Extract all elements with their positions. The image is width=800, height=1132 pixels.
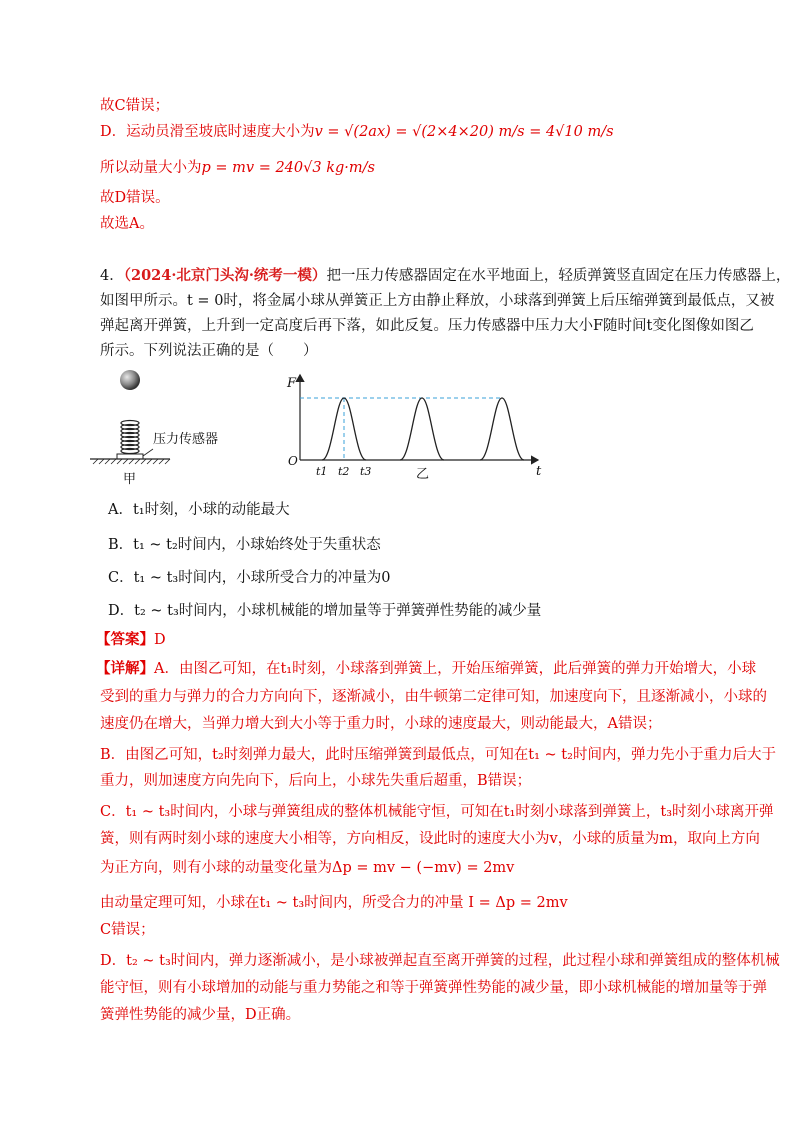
analysis-a-line2: 受到的重力与弹力的合力方向向下，逐渐减小，由牛顿第二定律可知，加速度向下，且逐渐减小，小球的 — [100, 689, 767, 705]
analysis-b-line2: 重力，则加速度方向先向下，后向上，小球先失重后超重，B错误； — [100, 773, 532, 789]
figure-yi — [280, 365, 550, 485]
spring — [121, 421, 139, 454]
ball — [120, 370, 140, 390]
answer-line — [96, 630, 716, 650]
analysis-c-line5: C错误； — [100, 922, 155, 938]
prev-d-momentum-prefix: 所以动量大小为 — [100, 160, 202, 176]
tick-t2: t2 — [338, 465, 350, 478]
analysis-a-text1: A．由图乙可知，在t₁时刻，小球落到弹簧上，开始压缩弹簧，此后弹簧的弹力开始增大，小球 — [154, 661, 757, 677]
figure-jia-caption: 甲 — [123, 472, 137, 487]
option-d: D．t₂ ~ t₃时间内，小球机械能的增加量等于弹簧弹性势能的减少量 — [108, 603, 542, 619]
question-stem-line3: 弹起离开弹簧，上升到一定高度后再下落，如此反复。压力传感器中压力大小F随时间t变化图像如图乙 — [100, 318, 754, 334]
pressure-sensor — [117, 454, 143, 459]
analysis-d-line1: D．t₂ ~ t₃时间内，弹力逐渐减小，是小球被弹起直至离开弹簧的过程，此过程小球和弹簧组成的整体机械 — [100, 953, 780, 969]
ground-hatch — [93, 459, 170, 464]
prev-choose: 故选A。 — [100, 216, 154, 232]
question-stem-line1 — [100, 266, 791, 286]
analysis-a-line1 — [96, 659, 757, 679]
pulse-3 — [480, 398, 524, 460]
origin-label: O — [288, 454, 298, 468]
prev-d-speed — [100, 122, 720, 142]
question-number: 4． — [100, 268, 124, 284]
analysis-c-line3: 为正方向，则有小球的动量变化量为Δp = mv − (−mv) = 2mv — [100, 860, 515, 876]
prev-d-speed-formula: v = √(2ax) = √(2×4×20) m/s = 4√10 m/s — [314, 124, 614, 140]
tick-t1: t1 — [316, 465, 328, 478]
analysis-d-line3: 簧弹性势能的减少量，D正确。 — [100, 1007, 301, 1023]
figure-jia — [85, 365, 255, 490]
option-a: A．t₁时刻，小球的动能最大 — [108, 502, 290, 518]
analysis-c-line2: 簧，则有两时刻小球的速度大小相等，方向相反，设此时的速度大小为v，小球的质量为m，取向上方向 — [100, 831, 760, 847]
pulse-2 — [400, 398, 444, 460]
x-axis-label: t — [536, 464, 542, 479]
analysis-c-line1: C．t₁ ~ t₃时间内，小球与弹簧组成的整体机械能守恒，可知在t₁时刻小球落到弹簧上，t₃时刻小球离开弹 — [100, 804, 774, 820]
sensor-pointer — [143, 449, 153, 456]
prev-d-momentum-formula: p = mv = 240√3 kg·m/s — [201, 160, 375, 176]
question-stem-line2: 如图甲所示。t = 0时，将金属小球从弹簧正上方由静止释放，小球落到弹簧上后压缩弹簧到最低点，又被 — [100, 293, 775, 309]
question-source: （2024·北京门头沟·统考一模） — [123, 267, 327, 284]
option-c: C．t₁ ~ t₃时间内，小球所受合力的冲量为0 — [108, 570, 391, 586]
analysis-c-line4: 由动量定理可知，小球在t₁ ~ t₃时间内，所受合力的冲量 I = Δp = 2mv — [100, 895, 568, 911]
prev-d-wrong: 故D错误。 — [100, 190, 170, 206]
figure-yi-caption: 乙 — [416, 467, 430, 482]
option-b: B．t₁ ~ t₂时间内，小球始终处于失重状态 — [108, 537, 381, 553]
question-stem-text1: 把一压力传感器固定在水平地面上，轻质弹簧竖直固定在压力传感器上， — [326, 268, 791, 284]
analysis-a-line3: 速度仍在增大，当弹力增大到大小等于重力时，小球的速度最大，则动能最大，A错误； — [100, 716, 662, 732]
tick-t3: t3 — [360, 465, 372, 478]
answer-value: D — [154, 632, 166, 648]
prev-d-momentum — [100, 158, 720, 178]
sensor-label: 压力传感器 — [153, 432, 219, 447]
prev-c-wrong: 故C错误； — [100, 98, 170, 114]
prev-d-speed-prefix: D．运动员滑至坡底时速度大小为 — [100, 124, 315, 140]
analysis-label: 【详解】 — [96, 660, 154, 677]
question-stem-line4: 所示。下列说法正确的是（ ） — [100, 343, 318, 359]
answer-label: 【答案】 — [96, 631, 154, 648]
analysis-b-line1: B．由图乙可知，t₂时刻弹力最大，此时压缩弹簧到最低点，可知在t₁ ~ t₂时间内，弹力先小于重力后大于 — [100, 747, 776, 763]
analysis-d-line2: 能守恒，则有小球增加的动能与重力势能之和等于弹簧弹性势能的减少量，即小球机械能的增加量等于弹 — [100, 980, 767, 996]
y-axis-label: F — [287, 376, 297, 391]
